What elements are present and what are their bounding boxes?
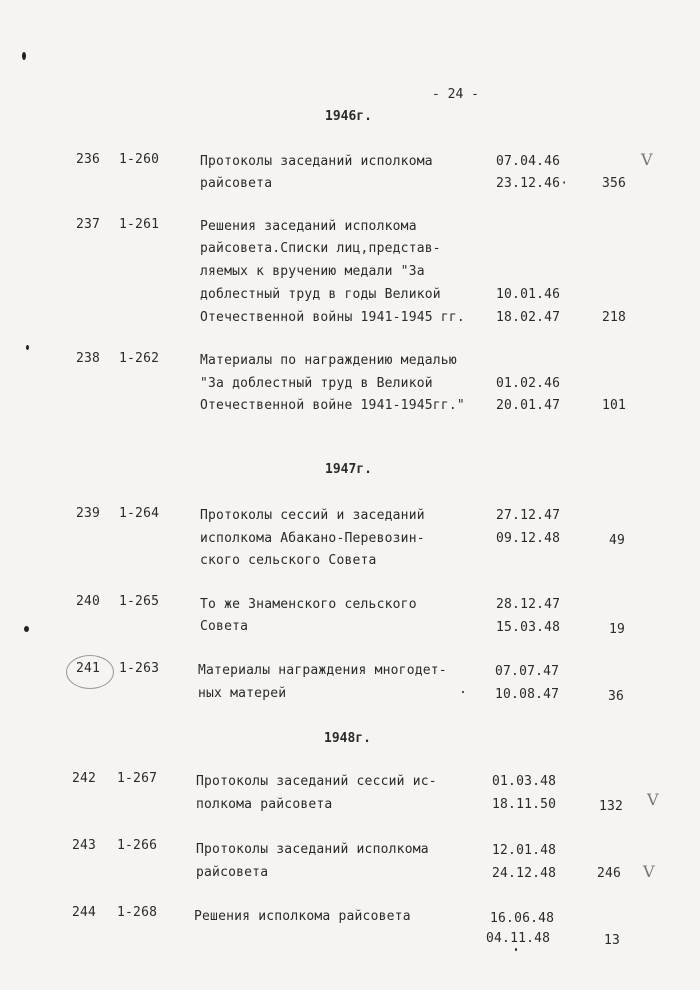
entry-title-line: ляемых к вручению медали "За [200, 264, 425, 279]
entry-title-line: ского сельского Совета [200, 553, 377, 568]
entry-title-line: Отечественной войны 1941-1945 гг. [200, 310, 465, 325]
entry-date-end: 10.08.47 [495, 687, 560, 702]
entry-title-line: Материалы награждения многодет- [198, 663, 447, 678]
entry-page-count: 132 [599, 799, 624, 814]
entry-date-end: 04.11.48 [486, 931, 551, 946]
entry-title-line: исполкома Абакано-Перевозин- [200, 531, 425, 546]
entry-date-start: 01.02.46 [496, 376, 561, 391]
entry-title-line: райсовета.Списки лиц,представ- [200, 241, 441, 256]
entry-number: 244 [72, 905, 97, 920]
scan-speck [26, 345, 29, 350]
entry-code: 1-266 [117, 838, 158, 853]
entry-date-start: 01.03.48 [492, 774, 557, 789]
entry-title-line: Отечественной войне 1941-1945гг." [200, 398, 465, 413]
entry-title-line: ных матерей [198, 686, 287, 701]
entry-date-end: 23.12.46· [496, 176, 569, 191]
entry-page-count: 101 [602, 398, 627, 413]
entry-title-line: полкома райсовета [196, 797, 333, 812]
entry-number: 239 [76, 506, 101, 521]
entry-date-start: 27.12.47 [496, 508, 561, 523]
entry-number: 240 [76, 594, 101, 609]
entry-code: 1-265 [119, 594, 160, 609]
entry-title-line: Решения заседаний исполкома [200, 219, 417, 234]
entry-date-start: 12.01.48 [492, 843, 557, 858]
entry-date-start: 07.04.46 [496, 154, 561, 169]
check-mark: V [641, 150, 653, 169]
year-heading: 1948г. [324, 731, 371, 746]
year-heading: 1947г. [325, 462, 372, 477]
entry-code: 1-263 [119, 661, 160, 676]
entry-page-count: 36 [608, 689, 625, 704]
entry-page-count: 218 [602, 310, 627, 325]
entry-number: 236 [76, 152, 101, 167]
check-mark: V [643, 862, 655, 881]
entry-page-count: 49 [609, 533, 626, 548]
entry-date-end: 18.11.50 [492, 797, 557, 812]
entry-date-start: 07.07.47 [495, 664, 560, 679]
entry-date-start: 10.01.46 [496, 287, 561, 302]
entry-number: 243 [72, 838, 97, 853]
entry-title-line: "За доблестный труд в Великой [200, 376, 433, 391]
entry-page-count: 356 [602, 176, 627, 191]
entry-code: 1-262 [119, 351, 160, 366]
entry-date-start: 16.06.48 [490, 911, 555, 926]
entry-number: 241 [76, 661, 101, 676]
entry-number: 242 [72, 771, 97, 786]
scan-speck [22, 52, 26, 60]
year-heading: 1946г. [325, 109, 372, 124]
entry-title-line: Протоколы заседаний исполкома [200, 154, 433, 169]
check-mark: V [647, 790, 659, 809]
entry-code: 1-261 [119, 217, 160, 232]
entry-date-end: 20.01.47 [496, 398, 561, 413]
entry-date-end: 09.12.48 [496, 531, 561, 546]
scan-speck [24, 626, 29, 632]
entry-date-end: 15.03.48 [496, 620, 561, 635]
entry-title-line: Материалы по награждению медалью [200, 353, 457, 368]
entry-title-line: Протоколы заседаний исполкома [196, 842, 429, 857]
entry-date-start: 28.12.47 [496, 597, 561, 612]
entry-code: 1-267 [117, 771, 158, 786]
entry-title-line: райсовета [196, 865, 269, 880]
entry-date-end: 24.12.48 [492, 866, 557, 881]
entry-code: 1-264 [119, 506, 160, 521]
entry-page-count: 246 [597, 866, 622, 881]
entry-page-count: 13 [604, 933, 621, 948]
entry-page-count: 19 [609, 622, 626, 637]
entry-number: 238 [76, 351, 101, 366]
entry-title-line: Протоколы сессий и заседаний [200, 508, 425, 523]
entry-title-line: То же Знаменского сельского [200, 597, 417, 612]
entry-title-line: доблестный труд в годы Великой [200, 287, 441, 302]
entry-date-end: 18.02.47 [496, 310, 561, 325]
entry-title-line: Совета [200, 619, 249, 634]
entry-number: 237 [76, 217, 101, 232]
scan-speck [515, 948, 517, 951]
entry-code: 1-268 [117, 905, 158, 920]
page-number: - 24 - [432, 87, 479, 102]
scan-speck [462, 691, 464, 693]
entry-title-line: Протоколы заседаний сессий ис- [196, 774, 437, 789]
entry-title-line: Решения исполкома райсовета [194, 909, 411, 924]
entry-title-line: райсовета [200, 176, 273, 191]
entry-code: 1-260 [119, 152, 160, 167]
